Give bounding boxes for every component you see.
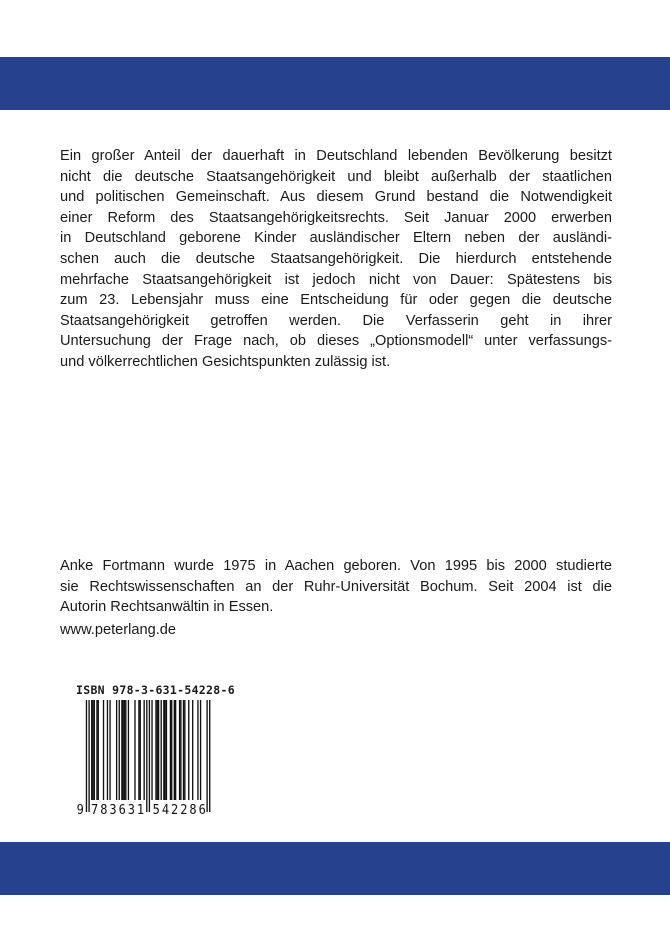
barcode-bar <box>206 700 207 812</box>
top-blue-band <box>0 57 670 110</box>
isbn-label: ISBN 978-3-631-54228-6 <box>76 683 235 697</box>
blurb-paragraph <box>60 146 612 373</box>
barcode-bar <box>146 700 147 812</box>
bio-line: Anke Fortmann wurde 1975 in Aachen geboren. Von 1995 bis 2000 studierte <box>60 558 612 574</box>
barcode-bar <box>140 700 141 800</box>
barcode-bar <box>163 700 164 800</box>
barcode-digit: 9 <box>76 801 84 818</box>
barcode-bar <box>121 700 122 800</box>
barcode-bar <box>158 700 159 800</box>
barcode-bar <box>151 700 152 800</box>
barcode-bar <box>197 700 198 800</box>
author-bio <box>60 556 612 618</box>
bio-line: sie Rechtswissenschaften an der Ruhr-Universität Bochum. Seit 2004 ist die <box>60 578 612 595</box>
barcode-bar <box>123 700 124 800</box>
blurb-line: in Deutschland geborene Kinder ausländischer Eltern neben der ausländi- <box>60 230 612 247</box>
barcode-bar <box>188 700 189 800</box>
barcode-bar <box>125 700 126 800</box>
barcode-bar <box>155 700 156 800</box>
barcode-bar <box>109 700 110 800</box>
barcode-bar <box>94 700 95 800</box>
barcode-digit: 8 <box>100 801 108 818</box>
barcode-bar <box>161 700 162 800</box>
barcode-bar <box>209 700 210 812</box>
barcode-bar <box>92 700 93 800</box>
barcode-bar <box>88 700 89 812</box>
barcode-bar <box>103 700 104 800</box>
blurb-line: und völkerrechtlichen Gesichtspunkten zulässig ist. <box>60 353 391 370</box>
barcode-digit: 2 <box>171 801 179 818</box>
barcode-bar <box>107 700 108 800</box>
blurb-line: Untersuchung der Frage nach, ob dieses „Optionsmodell“ unter verfassungs- <box>60 333 612 350</box>
barcode-bar <box>164 700 165 800</box>
blurb-line: schen auch die deutsche Staatsangehörigkeit. Die hierdurch entstehende <box>60 250 612 267</box>
barcode-bar <box>192 700 193 800</box>
barcode-digit: 1 <box>136 801 145 818</box>
barcode-digit: 2 <box>180 801 188 818</box>
barcode-bars <box>74 700 213 818</box>
blurb-line: nicht die deutsche Staatsangehörigkeit und bleibt außerhalb der staatlichen <box>60 168 612 185</box>
barcode-digit: 6 <box>118 801 126 818</box>
barcode-bar <box>86 700 87 812</box>
barcode-bar <box>144 700 145 800</box>
barcode-digit: 3 <box>127 801 135 818</box>
barcode-bar <box>180 700 181 800</box>
barcode-bar <box>119 700 120 800</box>
blurb-line: zum 23. Lebensjahr muss eine Entscheidung für oder gegen die deutsche <box>60 292 612 309</box>
barcode-digit: 6 <box>198 801 206 818</box>
barcode-bar <box>170 700 171 800</box>
blurb-line: Staatsangehörigkeit getroffen werden. Die Verfasserin geht in ihrer <box>60 312 612 329</box>
barcode-bar <box>96 700 97 800</box>
barcode-bar <box>174 700 175 800</box>
barcode-bar <box>157 700 158 800</box>
barcode-bar <box>134 700 135 800</box>
barcode-bar <box>149 700 150 812</box>
barcode-digit: 5 <box>152 801 160 818</box>
blurb-line: einer Reform des Staatsangehörigkeitsrechts. Seit Januar 2000 erwerben <box>60 209 612 226</box>
blurb-line: mehrfache Staatsangehörigkeit ist jedoch nicht von Dauer: Spätestens bis <box>60 271 612 288</box>
barcode-digit: 4 <box>161 801 170 818</box>
bio-line: Autorin Rechtsanwältin in Essen. <box>60 599 274 616</box>
barcode-bar <box>183 700 184 800</box>
barcode-bar <box>200 700 201 800</box>
barcode-digit: 3 <box>109 801 117 818</box>
barcode-bar <box>171 700 172 800</box>
blurb-line: Ein großer Anteil der dauerhaft in Deutschland lebenden Bevölkerung besitzt <box>60 148 612 164</box>
barcode-bar <box>179 700 180 800</box>
barcode-bar <box>116 700 117 800</box>
barcode-bar <box>91 700 92 800</box>
blurb-line: und politischen Gemeinschaft. Aus diesem Grund bestand die Notwendigkeit <box>60 189 612 206</box>
barcode-bar <box>166 700 167 800</box>
barcode-bar <box>138 700 139 800</box>
barcode-digit: 8 <box>189 801 197 818</box>
barcode-bar <box>124 700 125 800</box>
barcode-digit: 7 <box>91 801 99 818</box>
publisher-url[interactable]: www.peterlang.de <box>60 622 177 638</box>
barcode-bar <box>128 700 129 800</box>
barcode-bar <box>175 700 176 800</box>
barcode-bar <box>184 700 185 800</box>
isbn-barcode <box>64 683 235 823</box>
barcode-bar <box>98 700 99 800</box>
bottom-blue-band <box>0 842 670 895</box>
